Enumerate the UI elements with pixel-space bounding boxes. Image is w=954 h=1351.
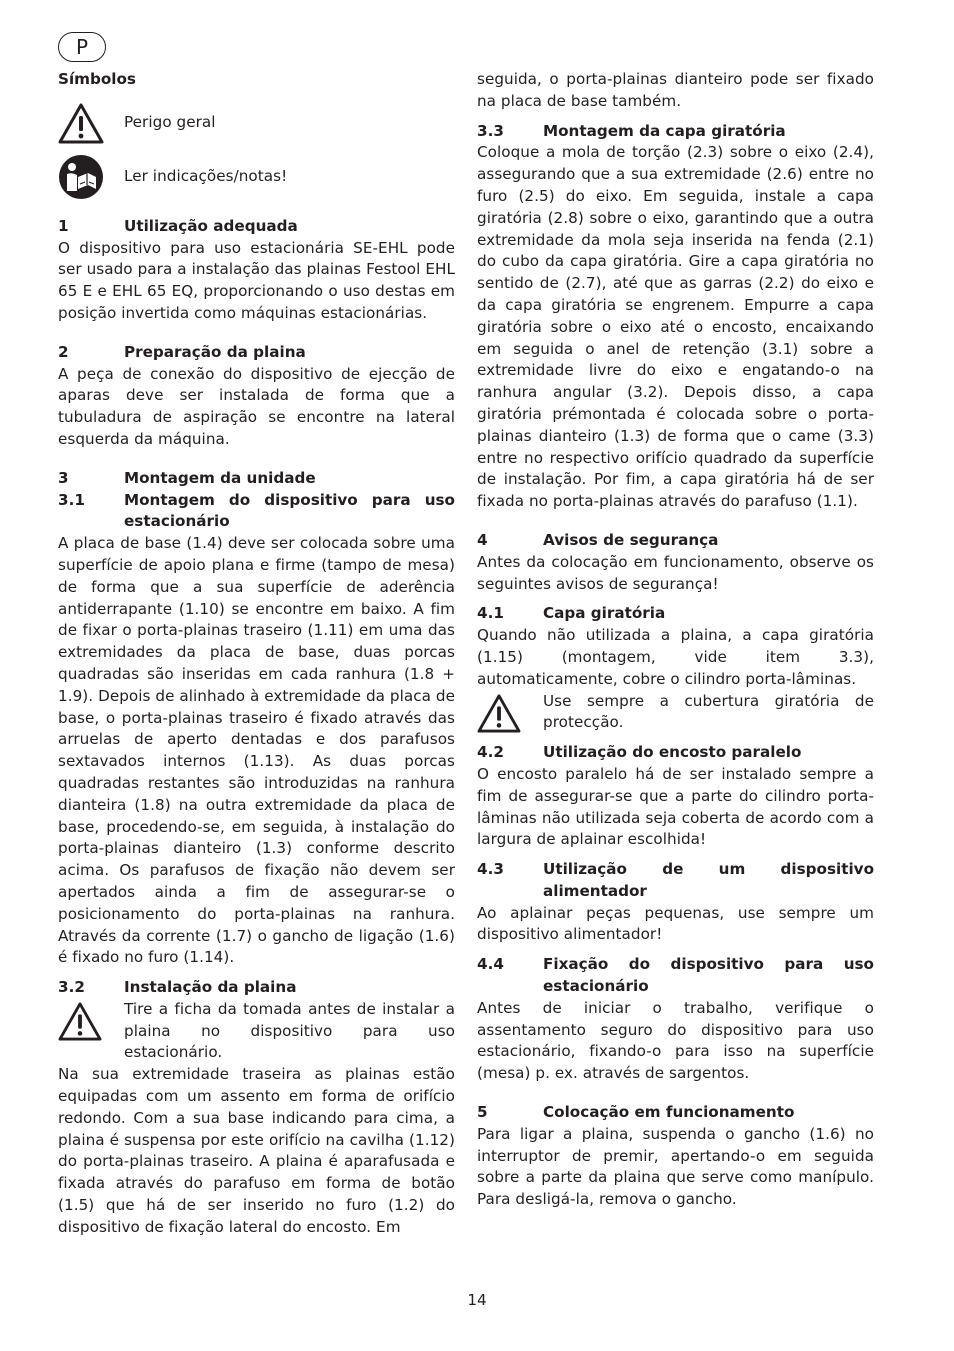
symbol-general-hazard: [58, 99, 455, 147]
section-4-1-heading: 4.1 Capa giratória: [477, 604, 666, 623]
section-4-2-heading: 4.2 Utilização do encosto paralelo: [477, 743, 802, 762]
section-3-heading: 3 Montagem da unidade: [58, 468, 316, 487]
section-3-2-text-continued: seguida, o porta-plainas dianteiro pode ser fixado na placa de base também.: [477, 70, 874, 110]
section-1-heading: 1 Utilização adequada: [58, 216, 298, 235]
section-3-1-heading: 3.1 Montagem do dispositivo para uso estacionário: [58, 490, 455, 531]
section-4-4-text: Antes de iniciar o trabalho, verifique o assentamento seguro do dispositivo para uso estacionário, fixando-o para isso na superfície (mesa) p. ex. através de sargentos.: [477, 998, 874, 1083]
section-3-2-warning: [58, 999, 455, 1064]
section-5-heading: 5 Colocação em funcionamento: [477, 1103, 795, 1122]
warning-triangle-icon: [58, 102, 124, 144]
section-2-heading: 2 Preparação da plaina: [58, 342, 306, 361]
language-code: P: [75, 35, 89, 59]
section-4-2-text: O encosto paralelo há de ser instalado sempre a fim de assegurar-se que a parte do cilindro porta-lâminas não utilizada seja coberta de acordo com a largura de aplainar escolhida!: [477, 764, 874, 849]
section-3-3-text: Coloque a mola de torção (2.3) sobre o eixo (2.4), assegurando que a sua extremidade (2.6) entre no furo (2.5) do eixo. Em seguida, instale a capa giratória (2.8) sobre o eixo, garantindo que a outra extremidade da mola seja inserida na fenda (2.1) do cubo da capa giratória. Gire a capa giratória no sentido de (2.7), até que as garras (2.2) do eixo e da capa giratória se engrenem. Empurre a capa giratória sobre o eixo até o encosto, encaixando em seguida o anel de retenção (3.1) sobre a extremidade livre do eixo e engatando-o na ranhura angular (3.2). Depois disso, a capa giratória prémontada é colocada sobre o porta-plainas dianteiro (1.3) de forma que o came (3.3) entre no respectivo orifício quadrado da superfície de instalação. Por fim, a capa giratória há de ser fixada no porta-plainas através do parafuso (1.1).: [477, 143, 874, 511]
read-manual-icon: [58, 154, 124, 200]
section-3-2-text: Na sua extremidade traseira as plainas estão equipadas com um assento em forma de orifício redondo. Com a sua base indicando para cima, a plaina é suspensa por este orifício na cavilha (1.12) do porta-plainas traseiro. A plaina é aparafusada e fixada através do parafuso em forma de botão (1.5) que há de ser inserido no furo (1.2) do dispositivo de fixação lateral do encosto. Em: [58, 1065, 455, 1236]
section-4-3-heading: 4.3 Utilização de um dispositivo alimentador: [477, 860, 874, 900]
general-hazard-label: Perigo geral: [124, 112, 216, 131]
section-3-2-heading: 3.2 Instalação da plaina: [58, 978, 297, 997]
section-4-3-text: Ao aplainar peças pequenas, use sempre um dispositivo alimentador!: [477, 903, 874, 944]
section-4-heading: 4 Avisos de segurança: [477, 530, 719, 549]
section-4-1-text: Quando não utilizada a plaina, a capa giratória (1.15) (montagem, vide item 3.3), automaticamente, cobre o cilindro porta-lâminas.: [477, 626, 874, 688]
warning-triangle-icon: [477, 691, 543, 735]
section-3-3-heading: 3.3 Montagem da capa giratória: [477, 121, 786, 140]
section-2-text: A peça de conexão do dispositivo de ejecção de aparas deve ser instalada de forma que a tubuladura de aspiração se encontre na lateral esquerda da máquina.: [58, 364, 455, 448]
section-3-1-text: A placa de base (1.4) deve ser colocada sobre uma superfície de apoio plana e firme (tampo de mesa) de forma que a sua superfície de aderência antiderrapante (1.10) se encontre em baixo. A fim de fixar o porta-plainas traseiro (1.11) em uma das extremidades da placa de base, duas porcas quadradas são inseridas em cada ranhura (1.8 + 1.9). Depois de alinhado à extremidade da placa de base, o porta-plainas traseiro é fixado através das arruelas de aperto dentadas e dos parafusos sextavados internos (1.13). As duas porcas quadradas restantes são introduzidas na ranhura dianteira (1.8) na outra extremidade da placa de base, procedendo-se, em seguida, à instalação do porta-plainas dianteiro (1.3) conforme descrito acima. Os parafusos de fixação não devem ser apertados ainda a fim de assegurar-se o posicionamento do porta-plainas na ranhura. Através da corrente (1.7) o gancho de ligação (1.6) é fixado no furo (1.14).: [58, 534, 455, 967]
section-4-4-heading: 4.4 Fixação do dispositivo para uso estacionário: [477, 955, 874, 996]
page-number: 14: [467, 1291, 487, 1309]
section-5-text: Para ligar a plaina, suspenda o gancho (1.6) no interruptor de premir, apertando-o em seguida sobre a parte da plaina que serve como manípulo. Para desligá-la, remova o gancho.: [477, 1124, 874, 1209]
symbols-heading: Símbolos: [58, 70, 136, 88]
right-column: [477, 69, 874, 1211]
language-badge: [58, 32, 106, 62]
read-notes-label: Ler indicações/notas!: [124, 166, 288, 185]
warning-triangle-icon: [58, 999, 124, 1064]
section-1-text: O dispositivo para uso estacionária SE-EHL pode ser usado para a instalação das plainas Festool EHL 65 E e EHL 65 EQ, proporcionando o uso destas em posição invertida como máquinas estacionárias.: [58, 238, 455, 322]
section-4-1-warning-text: Use sempre a cubertura giratória de protecção.: [543, 691, 874, 732]
section-4-text: Antes da colocação em funcionamento, observe os seguintes avisos de segurança!: [477, 552, 874, 593]
section-4-1-warning: [477, 691, 874, 735]
left-column: [58, 69, 455, 1239]
symbol-read-notes: [58, 153, 455, 201]
section-3-2-warning-text: Tire a ficha da tomada antes de instalar a plaina no dispositivo para uso estacionário.: [124, 999, 455, 1062]
